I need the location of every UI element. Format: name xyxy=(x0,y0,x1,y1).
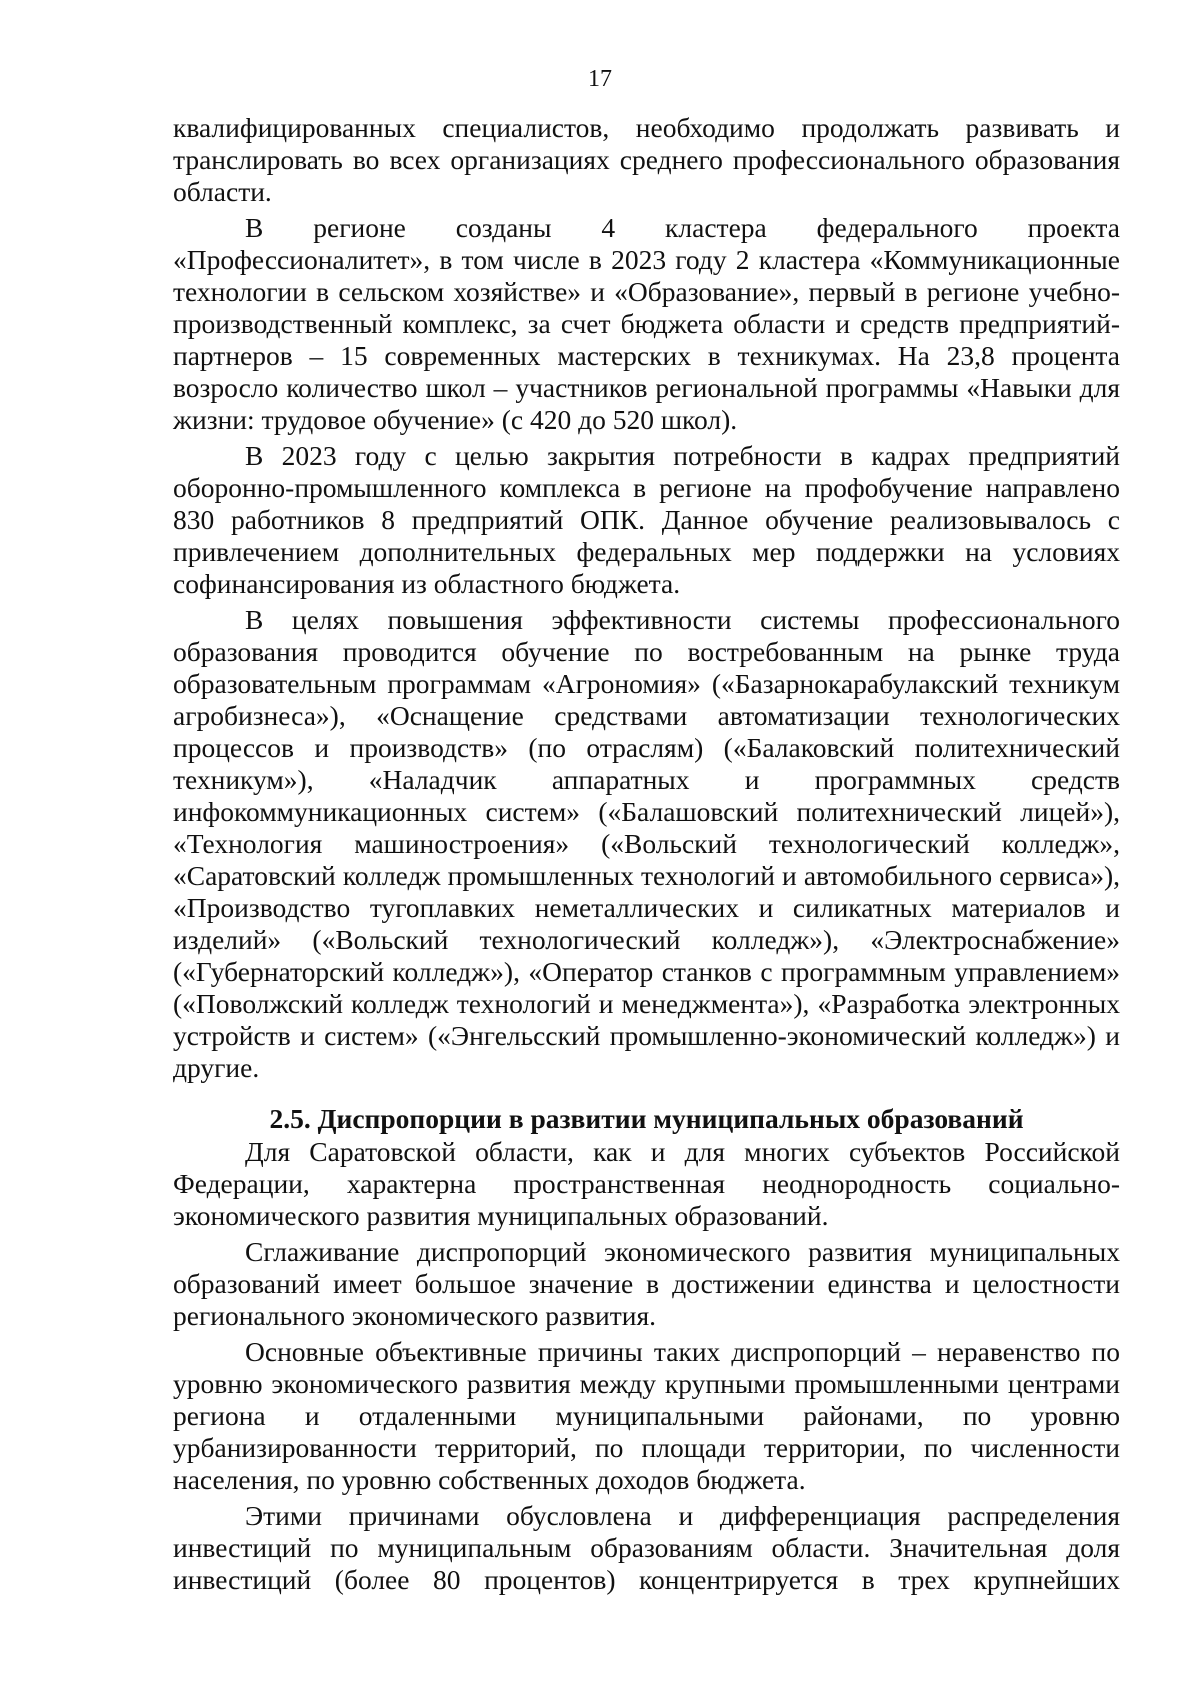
paragraph-clusters: В регионе созданы 4 кластера федерального проекта «Профессионалитет», в том числе в 2023 году 2 кластера «Коммуникационные технологии в сельском хозяйстве» и «Образование», первый в регионе учебно-производственный комплекс, за счет бюджета области и средств предприятий-партнеров – 15 современных мастерских в техникумах. На 23,8 процента возросло количество школ – участников региональной программы «Навыки для жизни: трудовое обучение» (с 420 до 520 школ). xyxy=(173,212,1120,435)
page-number: 17 xyxy=(588,66,612,92)
paragraph-smoothing-disproportions: Сглаживание диспропорций экономического развития муниципальных образований имеет большое значение в достижении единства и целостности регионального экономического развития. xyxy=(173,1236,1120,1331)
paragraph-continuation: квалифицированных специалистов, необходимо продолжать развивать и транслировать во всех организациях среднего профессионального образования области. xyxy=(173,112,1120,207)
paragraph-opk-training: В 2023 году с целью закрытия потребности в кадрах предприятий оборонно-промышленного комплекса в регионе на профобучение направлено 830 работников 8 предприятий ОПК. Данное обучение реализовывалось с привлечением дополнительных федеральных мер поддержки на условиях софинансирования из областного бюджета. xyxy=(173,440,1120,599)
section-heading: 2.5. Диспропорции в развитии муниципальных образований xyxy=(269,1103,1024,1134)
paragraph-spatial-heterogeneity: Для Саратовской области, как и для многих субъектов Российской Федерации, характерна пространственная неоднородность социально-экономического развития муниципальных образований. xyxy=(173,1136,1120,1231)
paragraph-main-causes: Основные объективные причины таких диспропорций – неравенство по уровню экономического развития между крупными промышленными центрами региона и отдаленными муниципальными районами, по уровню урбанизированности территорий, по площади территории, по численности населения, по уровню собственных доходов бюджета. xyxy=(173,1336,1120,1495)
paragraph-investment-distribution: Этими причинами обусловлена и дифференциация распределения инвестиций по муниципальным образованиям области. Значительная доля инвестиций (более 80 процентов) концентрируется в трех крупнейших xyxy=(173,1500,1120,1595)
paragraph-education-programs: В целях повышения эффективности системы профессионального образования проводится обучение по востребованным на рынке труда образовательным программам «Агрономия» («Базарнокарабулакский техникум агробизнеса»), «Оснащение средствами автоматизации технологических процессов и производств» (по отраслям) («Балаковский политехнический техникум»), «Наладчик аппаратных и программных средств инфокоммуникационных систем» («Балашовский политехнический лицей»), «Технология машиностроения» («Вольский технологический колледж», «Саратовский колледж промышленных технологий и автомобильного сервиса»), «Производство тугоплавких неметаллических и силикатных материалов и изделий» («Вольский технологический колледж»), «Электроснабжение» («Губернаторский колледж»), «Оператор станков с программным управлением» («Поволжский колледж технологий и менеджмента»), «Разработка электронных устройств и систем» («Энгельсский промышленно-экономический колледж») и другие. xyxy=(173,604,1120,1083)
page-body xyxy=(173,112,1120,1596)
